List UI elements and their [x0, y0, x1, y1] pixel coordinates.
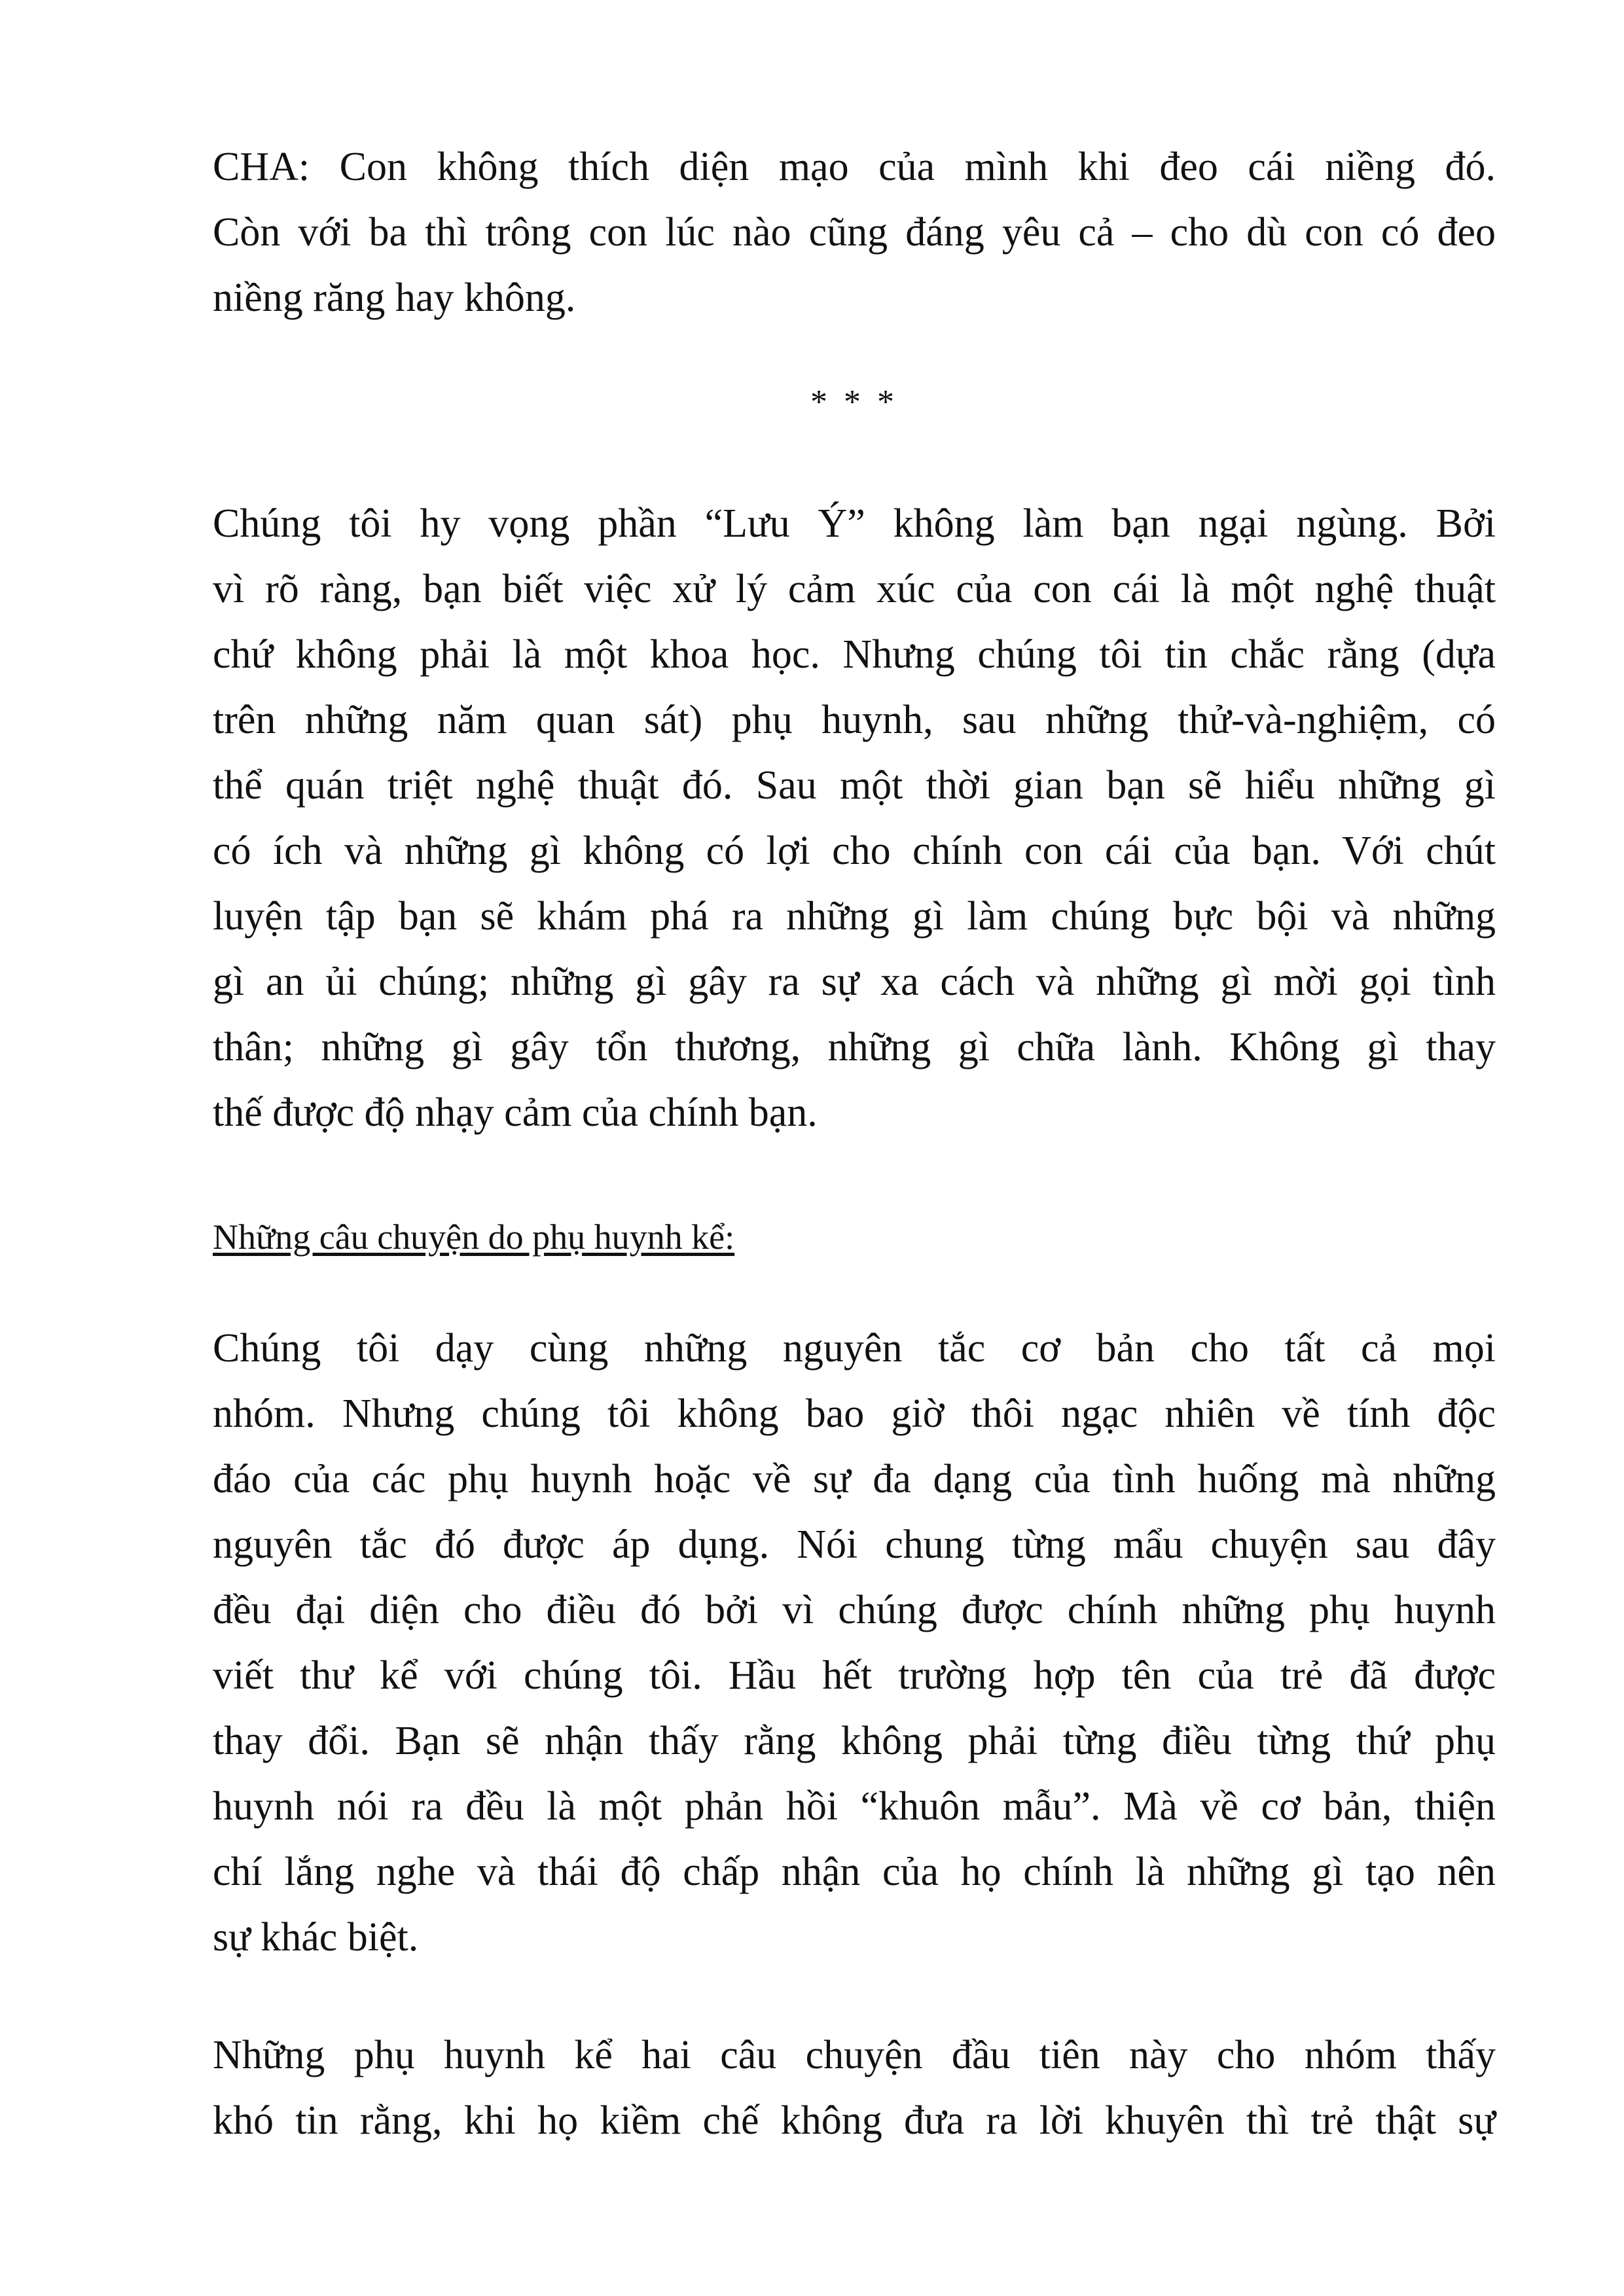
paragraph-1-line: niềng răng hay không. — [213, 276, 576, 320]
paragraph-3-line: thay đổi. Bạn sẽ nhận thấy rằng không phải từng điều từng thứ phụ — [213, 1719, 1496, 1763]
paragraph-1 — [213, 134, 1496, 331]
paragraph-3-line: chí lắng nghe và thái độ chấp nhận của họ chính là những gì tạo nên — [213, 1850, 1496, 1894]
paragraph-4-line: Những phụ huynh kể hai câu chuyện đầu tiên này cho nhóm thấy — [213, 2033, 1496, 2077]
paragraph-2 — [213, 491, 1496, 1145]
paragraph-3-line: sự khác biệt. — [213, 1915, 419, 1960]
paragraph-4-line: khó tin rằng, khi họ kiềm chế không đưa ra lời khuyên thì trẻ thật sự — [213, 2098, 1496, 2143]
paragraph-1-line: CHA: Con không thích diện mạo của mình khi đeo cái niềng đó. — [213, 145, 1496, 189]
section-heading: Những câu chuyện do phụ huynh kể: — [213, 1217, 735, 1257]
paragraph-2-line: thể quán triệt nghệ thuật đó. Sau một thời gian bạn sẽ hiểu những gì — [213, 763, 1496, 808]
paragraph-2-line: chứ không phải là một khoa học. Nhưng chúng tôi tin chắc rằng (dựa — [213, 632, 1496, 677]
paragraph-3-line: viết thư kể với chúng tôi. Hầu hết trường hợp tên của trẻ đã được — [213, 1653, 1496, 1698]
paragraph-2-line: gì an ủi chúng; những gì gây ra sự xa cách và những gì mời gọi tình — [213, 960, 1496, 1004]
paragraph-3 — [213, 1316, 1496, 1970]
paragraph-3-line: nguyên tắc đó được áp dụng. Nói chung từng mẩu chuyện sau đây — [213, 1522, 1496, 1567]
paragraph-3-line: Chúng tôi dạy cùng những nguyên tắc cơ bản cho tất cả mọi — [213, 1326, 1496, 1371]
paragraph-2-line: thế được độ nhạy cảm của chính bạn. — [213, 1090, 818, 1135]
paragraph-2-line: Chúng tôi hy vọng phần “Lưu Ý” không làm bạn ngại ngùng. Bởi — [213, 501, 1496, 546]
paragraph-2-line: luyện tập bạn sẽ khám phá ra những gì làm chúng bực bội và những — [213, 894, 1496, 939]
paragraph-2-line: có ích và những gì không có lợi cho chính con cái của bạn. Với chút — [213, 829, 1496, 873]
paragraph-1-line: Còn với ba thì trông con lúc nào cũng đáng yêu cả – cho dù con có đeo — [213, 210, 1496, 255]
paragraph-3-line: nhóm. Nhưng chúng tôi không bao giờ thôi ngạc nhiên về tính độc — [213, 1391, 1496, 1436]
paragraph-2-line: vì rõ ràng, bạn biết việc xử lý cảm xúc của con cái là một nghệ thuật — [213, 567, 1496, 611]
paragraph-4 — [213, 2022, 1496, 2153]
section-separator: * * * — [810, 384, 898, 421]
paragraph-2-line: thân; những gì gây tổn thương, những gì chữa lành. Không gì thay — [213, 1025, 1496, 1069]
paragraph-3-line: đáo của các phụ huynh hoặc về sự đa dạng của tình huống mà những — [213, 1457, 1496, 1501]
paragraph-3-line: đều đại diện cho điều đó bởi vì chúng được chính những phụ huynh — [213, 1588, 1496, 1632]
paragraph-3-line: huynh nói ra đều là một phản hồi “khuôn mẫu”. Mà về cơ bản, thiện — [213, 1784, 1496, 1829]
paragraph-2-line: trên những năm quan sát) phụ huynh, sau những thử-và-nghiệm, có — [213, 698, 1496, 742]
